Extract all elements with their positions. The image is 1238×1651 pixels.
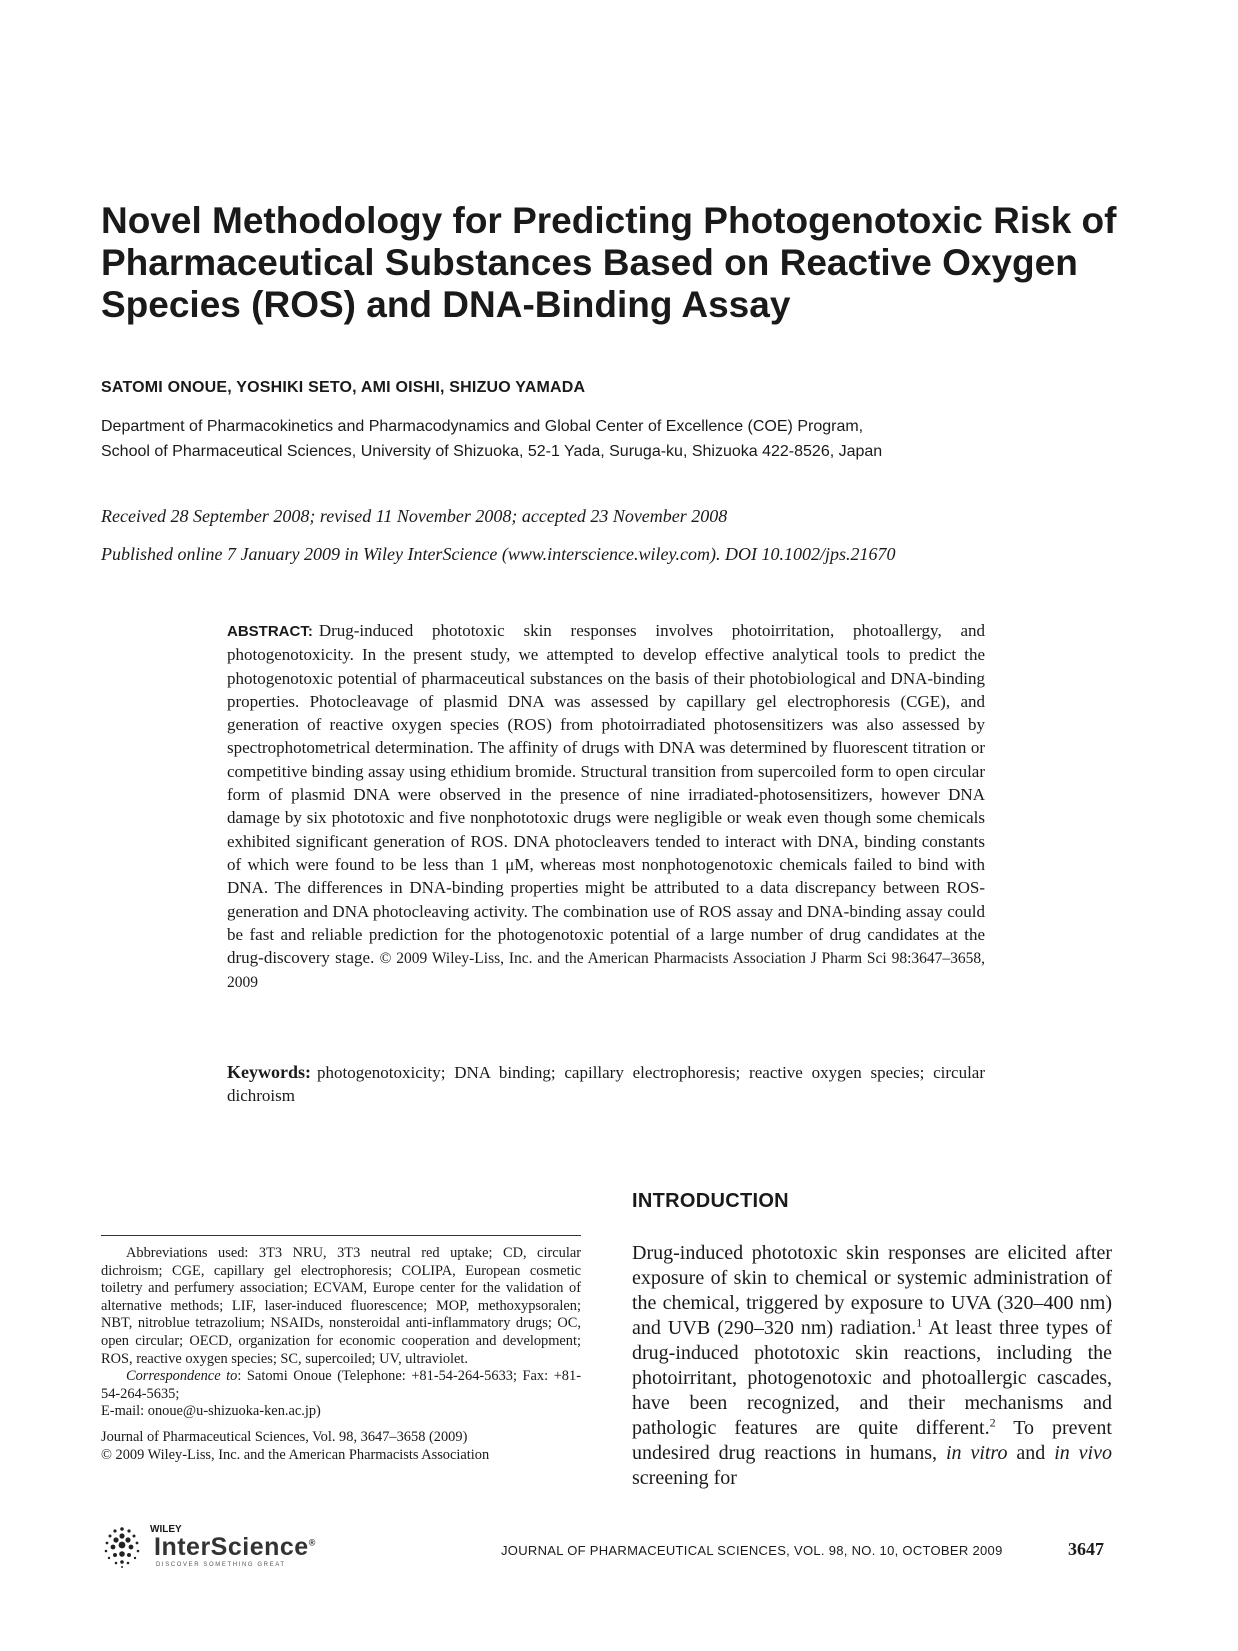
title-line: Species (ROS) and DNA-Binding Assay — [101, 284, 791, 325]
logo-wiley-text: WILEY — [150, 1524, 182, 1535]
footnote-divider — [101, 1235, 581, 1236]
affiliation-line: Department of Pharmacokinetics and Pharmacodynamics and Global Center of Excellence (COE) Program, — [101, 418, 864, 435]
logo-wordmark-text: InterScience — [154, 1533, 309, 1561]
reference-marker[interactable]: 1 — [916, 1315, 923, 1330]
publication-info: Published online 7 January 2009 in Wiley InterScience (www.interscience.wiley.com). DOI 10.1002/jps.21670 — [101, 544, 896, 564]
wiley-interscience-logo-icon — [98, 1524, 338, 1570]
author-list: SATOMI ONOUE, YOSHIKI SETO, AMI OISHI, SHIZUO YAMADA — [101, 379, 586, 396]
keywords — [227, 1061, 985, 1108]
section-heading-introduction: INTRODUCTION — [632, 1190, 789, 1212]
intro-text-3: To prevent undesired drug reactions in humans, — [632, 1417, 1112, 1464]
title-line: Novel Methodology for Predicting Photogenotoxic Risk of — [101, 200, 1117, 241]
correspondence-text: : Satomi Onoue (Telephone: +81-54-264-5633; Fax: +81-54-264-5635; — [101, 1368, 581, 1402]
intro-text-5: screening for — [632, 1467, 737, 1489]
correspondence-note — [101, 1368, 581, 1403]
keywords-label: Keywords: — [227, 1062, 311, 1082]
page-number: 3647 — [1068, 1539, 1104, 1559]
journal-citation: Journal of Pharmaceutical Sciences, Vol. 98, 3647–3658 (2009) — [101, 1428, 468, 1445]
logo-tagline: DISCOVER SOMETHING GREAT — [156, 1562, 286, 1568]
intro-italic: in vivo — [1054, 1442, 1112, 1464]
globe-dots-icon — [98, 1524, 146, 1570]
logo-wordmark — [154, 1533, 316, 1562]
intro-italic: in vitro — [945, 1442, 1008, 1464]
abstract-label: ABSTRACT: — [227, 623, 313, 640]
keywords-text: photogenotoxicity; DNA binding; capillary electrophoresis; reactive oxygen species; circular dichroism — [227, 1063, 985, 1106]
intro-text-4: and — [1007, 1442, 1055, 1464]
running-footer: JOURNAL OF PHARMACEUTICAL SCIENCES, VOL. 98, NO. 10, OCTOBER 2009 — [501, 1543, 1003, 1558]
introduction-paragraph — [632, 1241, 1112, 1491]
article-title — [101, 200, 1121, 326]
reference-marker[interactable]: 2 — [989, 1415, 996, 1430]
abstract-text: Drug-induced phototoxic skin responses involves photoirritation, photoallergy, and photogenotoxicity. In the present study, we attempted to develop effective analytical tools to predict the photogenotoxic potential of pharmaceutical substances on the basis of their photobiological and DNA-binding properties. Photocleavage of plasmid DNA was assessed by capillary gel electrophoresis (CGE), and generation of reactive oxygen species (ROS) from photoirradiated photosensitizers was also assessed by spectrophotometrical determination. The affinity of drugs with DNA was determined by fluorescent titration or competitive binding assay using ethidium bromide. Structural transition from supercoiled form to open circular form of plasmid DNA were observed in the presence of nine irradiated-photosensitizers, however DNA damage by six phototoxic and five nonphototoxic drugs were negligible or weak even though some chemicals exhibited significant generation of ROS. DNA photocleavers tended to interact with DNA, binding constants of which were found to be less than 1 μM, whereas most nonphotogenotoxic chemicals failed to bind with DNA. The differences in DNA-binding properties might be attributed to a data discrepancy between ROS-generation and DNA photocleaving activity. The combination use of ROS assay and DNA-binding assay could be fast and reliable prediction for the photogenotoxic potential of a large number of drug candidates at the drug-discovery stage. — [227, 621, 985, 968]
received-dates: Received 28 September 2008; revised 11 November 2008; accepted 23 November 2008 — [101, 506, 728, 526]
registered-mark: ® — [308, 1537, 316, 1548]
abbreviations-note: Abbreviations used: 3T3 NRU, 3T3 neutral red uptake; CD, circular dichroism; CGE, capillary gel electrophoresis; COLIPA, European cosmetic toiletry and perfumery association; ECVAM, Europe center for the validation of alternative methods; LIF, laser-induced fluorescence; MOP, methoxypsoralen; NBT, nitroblue tetrazolium; NSAIDs, nonsteroidal anti-inflammatory drugs; OC, open circular; OECD, organization for economic cooperation and development; ROS, reactive oxygen species; SC, supercoiled; UV, ultraviolet. — [101, 1245, 581, 1367]
footnote-copyright: © 2009 Wiley-Liss, Inc. and the American Pharmacists Association — [101, 1446, 490, 1463]
title-line: Pharmaceutical Substances Based on Reactive Oxygen — [101, 242, 1078, 283]
correspondence-email: E-mail: onoue@u-shizuoka-ken.ac.jp) — [101, 1403, 321, 1420]
abstract-copyright: © 2009 Wiley-Liss, Inc. and the American Pharmacists Association J Pharm Sci 98:3647–3658, 2009 — [227, 950, 986, 992]
correspondence-label: Correspondence to — [126, 1368, 238, 1385]
intro-text-2: At least three types of drug-induced phototoxic skin reactions, including the photoirritant, photogenotoxic and photoallergic cascades, have been recognized, and their mechanisms and pathologic features are quite different. — [632, 1317, 1112, 1439]
affiliation-line: School of Pharmaceutical Sciences, University of Shizuoka, 52-1 Yada, Suruga-ku, Shizuoka 422-8526, Japan — [101, 443, 883, 460]
affiliation — [101, 414, 1101, 464]
intro-text-1: Drug-induced phototoxic skin responses are elicited after exposure of skin to chemical or systemic administration of the chemical, triggered by exposure to UVA (320–400 nm) and UVB (290–320 nm) radiation. — [632, 1242, 1112, 1339]
abstract — [227, 619, 985, 995]
footnote — [101, 1245, 581, 1464]
